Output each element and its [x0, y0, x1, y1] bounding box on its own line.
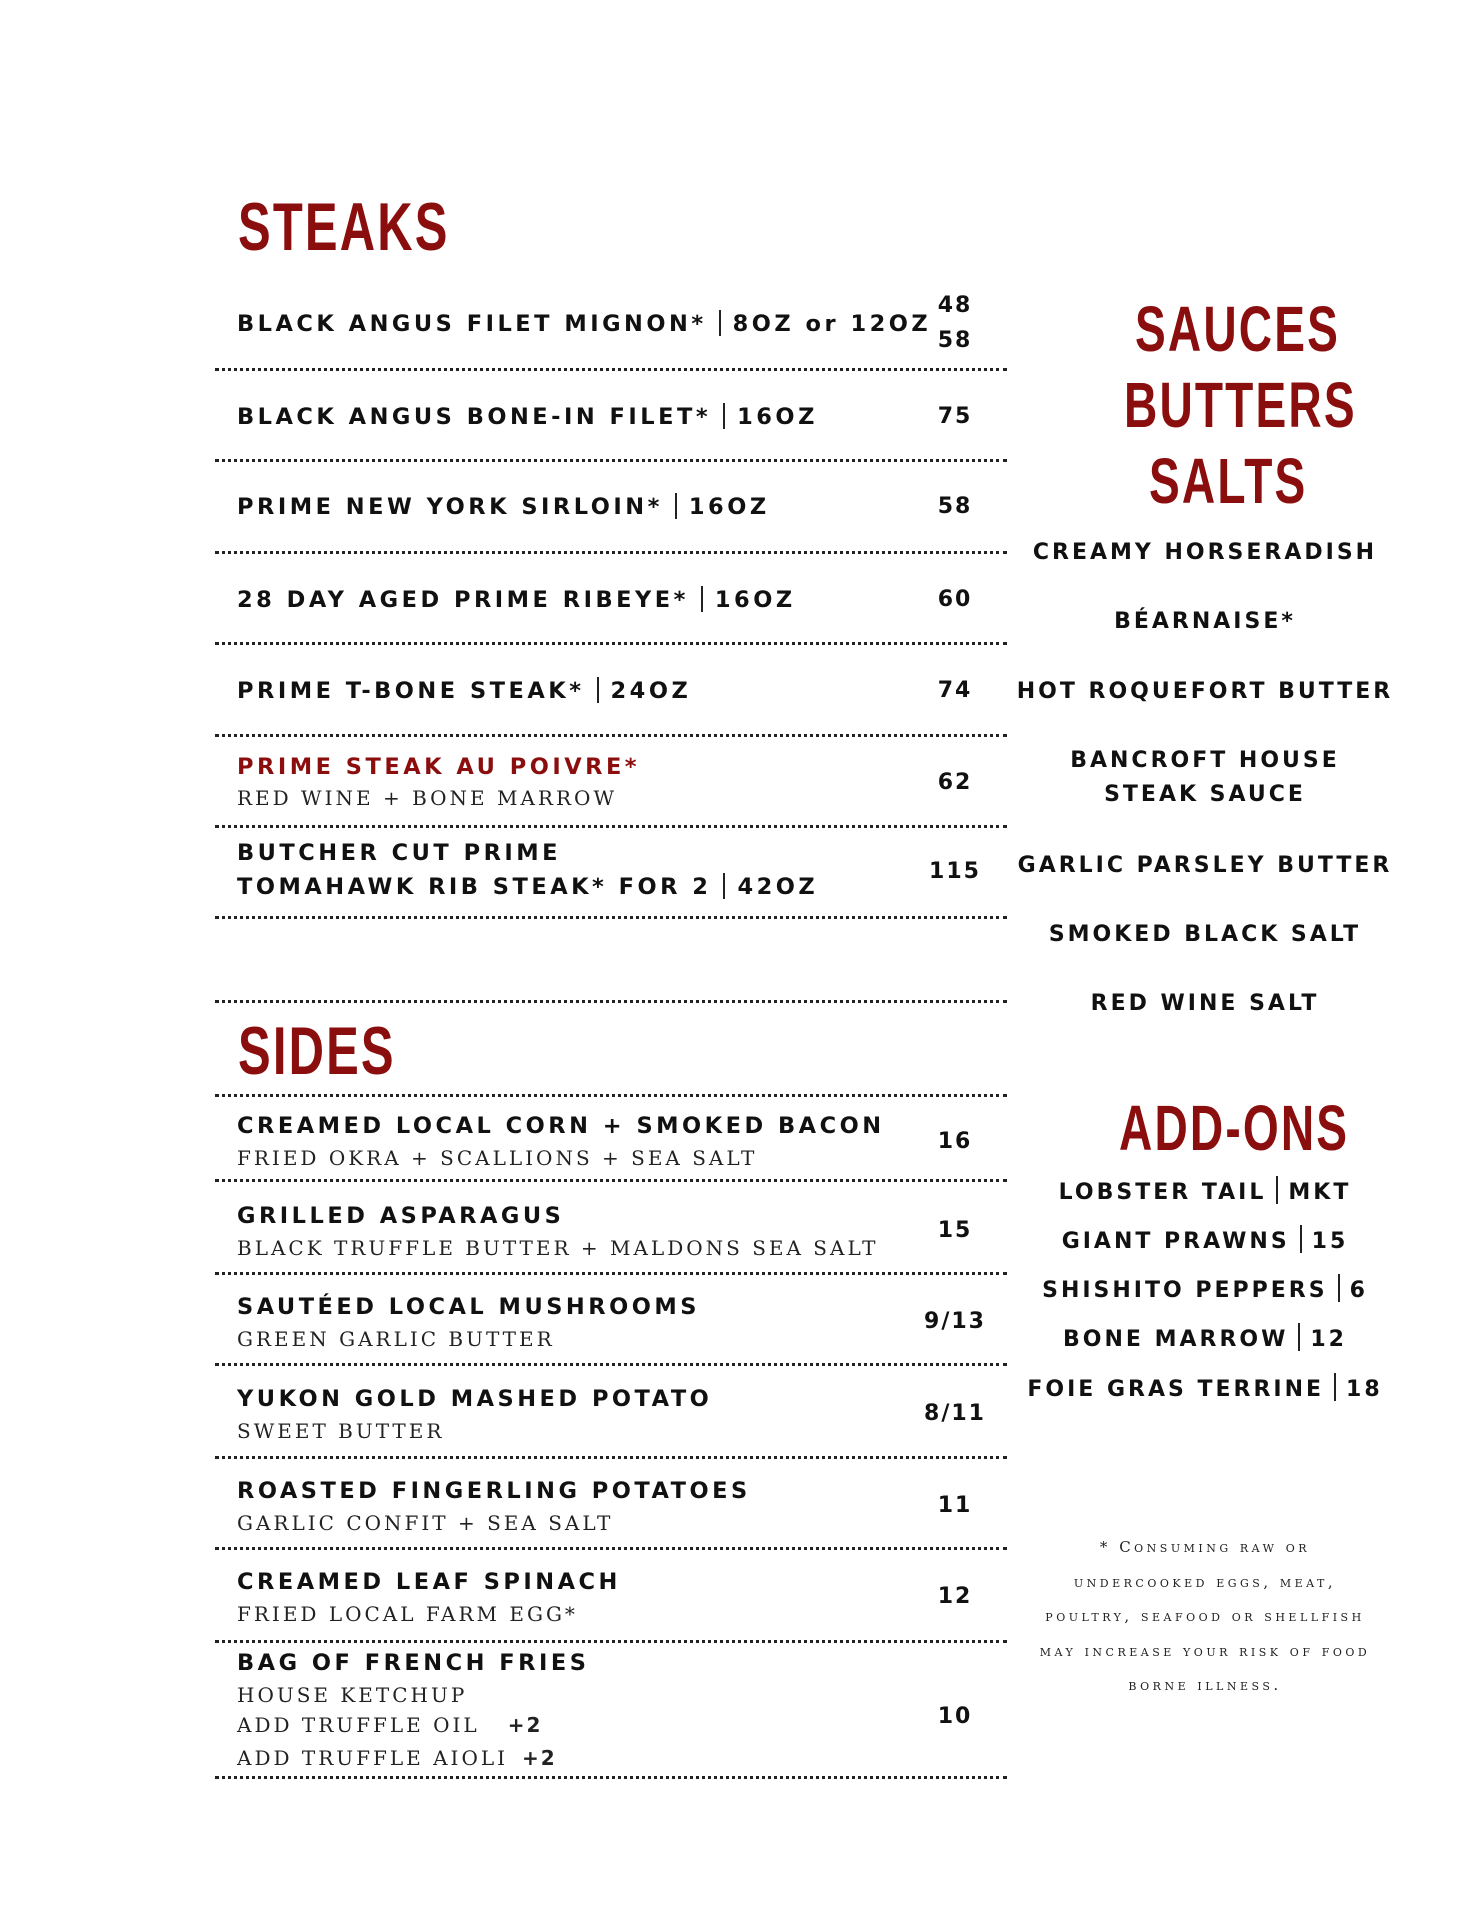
sauce-hot-roquefort-butter: HOT ROQUEFORT BUTTER: [1016, 679, 1394, 704]
addon-bone-marrow: BONE MARROW 12: [1010, 1323, 1400, 1352]
item-name: CREAMED LEAF SPINACH: [237, 1569, 621, 1595]
sauce-bearnaise: BÉARNAISE*: [1114, 609, 1296, 634]
item-description: HOUSE KETCHUP: [237, 1683, 468, 1707]
addon-shishito-peppers: SHISHITO PEPPERS 6: [1010, 1274, 1400, 1303]
section-divider: [215, 1000, 1007, 1003]
item-name: CREAMED LOCAL CORN + SMOKED BACON: [237, 1113, 885, 1139]
item-name-line2: TOMAHAWK RIB STEAK* FOR 2 42OZ: [237, 874, 819, 900]
side-item-creamed-corn: [215, 1094, 1007, 1182]
steak-item-ribeye: [215, 556, 1007, 645]
sides-heading: SIDES: [238, 1013, 396, 1089]
item-description: FRIED OKRA + SCALLIONS + SEA SALT: [237, 1146, 758, 1170]
sauce-creamy-horseradish: CREAMY HORSERADISH: [1032, 540, 1378, 565]
item-description: RED WINE + BONE MARROW: [237, 786, 617, 810]
item-price: 12: [937, 1584, 973, 1609]
item-price: 58: [937, 328, 973, 353]
side-item-mushrooms: [215, 1277, 1007, 1366]
steak-item-ny-sirloin: [215, 464, 1007, 554]
item-name: ROASTED FINGERLING POTATOES: [237, 1478, 751, 1504]
item-description: FRIED LOCAL FARM EGG*: [237, 1602, 578, 1626]
steak-item-t-bone: [215, 647, 1007, 737]
item-name: BLACK ANGUS FILET MIGNON* 8OZ or 12OZ: [237, 311, 932, 337]
side-item-fingerling-potatoes: [215, 1461, 1007, 1550]
sauces-heading-line2: BUTTERS: [1124, 369, 1357, 441]
item-price: 11: [937, 1493, 973, 1518]
salt-smoked-black: SMOKED BLACK SALT: [1048, 922, 1362, 947]
item-description: GARLIC CONFIT + SEA SALT: [237, 1511, 614, 1535]
item-name: BAG OF FRENCH FRIES: [237, 1650, 590, 1676]
raw-food-disclaimer: * Consuming raw or undercooked eggs, meat, poultry, seafood or shellfish may increase your risk of food borne illness.: [1039, 1538, 1371, 1694]
item-name: 28 DAY AGED PRIME RIBEYE* 16OZ: [237, 587, 796, 613]
item-description: SWEET BUTTER: [237, 1419, 445, 1443]
steak-item-tomahawk: [215, 830, 1007, 919]
item-name: PRIME STEAK AU POIVRE*: [237, 754, 641, 780]
addon-foie-gras-terrine: FOIE GRAS TERRINE 18: [1010, 1373, 1400, 1402]
steaks-heading: STEAKS: [238, 189, 450, 265]
side-item-french-fries: [215, 1645, 1007, 1779]
side-item-creamed-spinach: [215, 1552, 1007, 1643]
item-name-line1: BUTCHER CUT PRIME: [237, 840, 562, 866]
item-price: 74: [937, 678, 973, 703]
steak-item-bone-in-filet: [215, 374, 1007, 462]
sauce-bancroft-house: BANCROFT HOUSE: [1070, 748, 1340, 773]
item-price: 16: [937, 1129, 973, 1154]
addons-heading: ADD-ONS: [1119, 1092, 1350, 1164]
item-price: 115: [929, 859, 981, 884]
item-description: BLACK TRUFFLE BUTTER + MALDONS SEA SALT: [237, 1236, 879, 1260]
item-price: 75: [937, 404, 973, 429]
item-description: GREEN GARLIC BUTTER: [237, 1327, 555, 1351]
salt-red-wine: RED WINE SALT: [1090, 991, 1320, 1016]
item-name: PRIME NEW YORK SIRLOIN* 16OZ: [237, 494, 770, 520]
item-name: SAUTÉED LOCAL MUSHROOMS: [237, 1294, 700, 1320]
side-item-mashed-potato: [215, 1368, 1007, 1459]
item-addon-truffle-aioli: ADD TRUFFLE AIOLI +2: [237, 1746, 557, 1770]
item-name: YUKON GOLD MASHED POTATO: [237, 1386, 713, 1412]
addon-lobster-tail: LOBSTER TAIL MKT: [1010, 1176, 1400, 1205]
item-price: 58: [937, 494, 973, 519]
item-price: 8/11: [924, 1401, 986, 1426]
item-price: 48: [937, 293, 973, 318]
sauce-garlic-parsley-butter: GARLIC PARSLEY BUTTER: [1017, 853, 1393, 878]
addon-giant-prawns: GIANT PRAWNS 15: [1010, 1225, 1400, 1254]
steak-item-au-poivre: [215, 739, 1007, 828]
sauce-steak-sauce: STEAK SAUCE: [1104, 782, 1306, 807]
item-price: 15: [937, 1218, 973, 1243]
item-addon-truffle-oil: ADD TRUFFLE OIL +2: [237, 1713, 543, 1737]
item-name: GRILLED ASPARAGUS: [237, 1203, 565, 1229]
item-name: PRIME T-BONE STEAK* 24OZ: [237, 678, 692, 704]
item-price: 60: [937, 587, 973, 612]
item-price: 10: [937, 1704, 973, 1729]
sauces-heading-line1: SAUCES: [1135, 293, 1340, 365]
item-price: 9/13: [924, 1309, 986, 1334]
item-price: 62: [937, 770, 973, 795]
steak-item-filet-mignon: [215, 285, 1007, 371]
item-name: BLACK ANGUS BONE-IN FILET* 16OZ: [237, 404, 818, 430]
sauces-heading-line3: SALTS: [1149, 445, 1308, 517]
side-item-asparagus: [215, 1184, 1007, 1275]
